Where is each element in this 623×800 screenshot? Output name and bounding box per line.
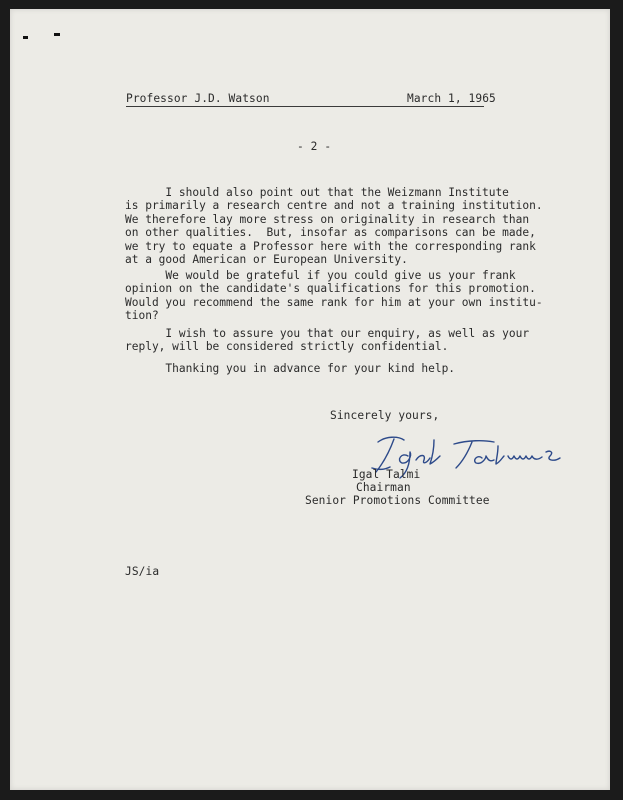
text-line: opinion on the candidate's qualifications for this promotion.	[125, 282, 536, 296]
signatory-title: Chairman	[356, 481, 411, 494]
recipient-header: Professor J.D. Watson	[126, 92, 270, 105]
body-paragraph-4	[125, 362, 495, 375]
text-line: Thanking you in advance for your kind help.	[125, 362, 456, 375]
signatory-name: Igal Talmi	[352, 468, 421, 481]
letter-page	[10, 9, 610, 790]
header-rule	[126, 106, 484, 107]
text-line: we try to equate a Professor here with the corresponding rank	[125, 239, 536, 253]
text-line: is primarily a research centre and not a training institution.	[125, 199, 543, 213]
text-line: tion?	[125, 309, 159, 323]
text-line: Would you recommend the same rank for him at your own institu-	[125, 295, 543, 309]
body-paragraph-3	[125, 327, 530, 354]
page-number: - 2 -	[297, 140, 332, 153]
letter-date: March 1, 1965	[407, 92, 496, 105]
body-paragraph-2	[125, 269, 543, 323]
scan-mark	[54, 33, 60, 36]
text-line: on other qualities. But, insofar as comparisons can be made,	[125, 226, 536, 240]
text-line: at a good American or European University.	[125, 253, 408, 267]
text-line: We therefore lay more stress on originality in research than	[125, 212, 530, 226]
text-line: I should also point out that the Weizmann Institute	[125, 186, 509, 199]
signatory-committee: Senior Promotions Committee	[305, 494, 490, 507]
text-line: We would be grateful if you could give us your frank	[125, 269, 516, 282]
scan-mark	[23, 36, 28, 39]
text-line: I wish to assure you that our enquiry, as well as your	[125, 327, 530, 340]
body-paragraph-1	[125, 186, 543, 267]
text-line: reply, will be considered strictly confidential.	[125, 340, 449, 354]
reference-initials: JS/ia	[125, 565, 160, 578]
closing-salutation: Sincerely yours,	[330, 409, 440, 422]
